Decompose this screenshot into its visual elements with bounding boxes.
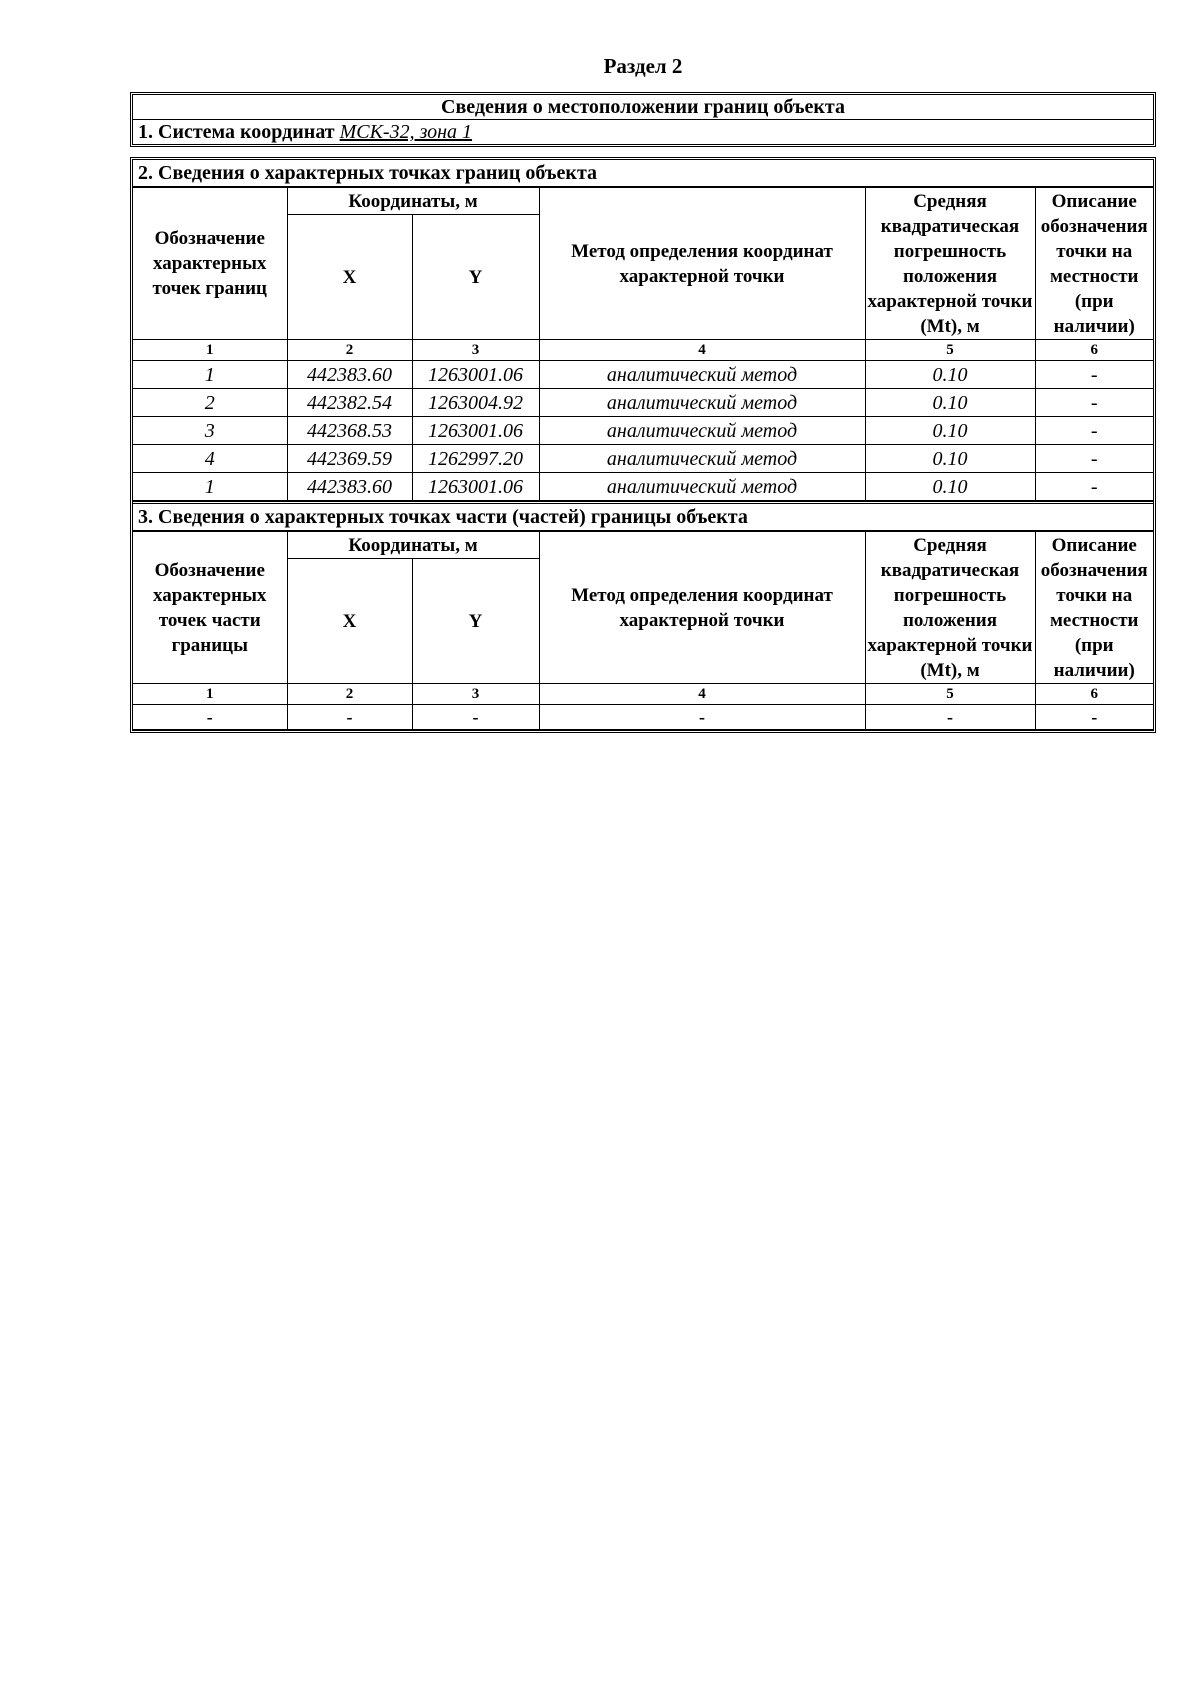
cell-point-id: 1 xyxy=(133,361,287,389)
s2-colnum: 1 xyxy=(133,340,287,361)
s3-colnum: 3 xyxy=(412,684,539,705)
cell-description: - xyxy=(1035,361,1153,389)
s3-colnum: 2 xyxy=(287,684,412,705)
cell-y: - xyxy=(412,705,539,730)
points-frame xyxy=(130,157,1156,733)
cell-y: 1263001.06 xyxy=(412,361,539,389)
cell-method: аналитический метод xyxy=(539,445,865,473)
cell-description: - xyxy=(1035,445,1153,473)
s3-header-y: Y xyxy=(412,559,539,684)
s2-column-numbers xyxy=(133,340,1153,361)
table-row xyxy=(133,705,1153,730)
cell-x: 442383.60 xyxy=(287,473,412,501)
section3-title: 3. Сведения о характерных точках части (частей) границы объекта xyxy=(133,501,1153,531)
cell-x: 442368.53 xyxy=(287,417,412,445)
s2-header-description: Описание обозначения точки на местности (при наличии) xyxy=(1035,188,1153,340)
cell-x: 442382.54 xyxy=(287,389,412,417)
s2-colnum: 3 xyxy=(412,340,539,361)
s2-colnum: 6 xyxy=(1035,340,1153,361)
cell-method: аналитический метод xyxy=(539,417,865,445)
cell-point-id: 1 xyxy=(133,473,287,501)
page-heading: Раздел 2 xyxy=(603,54,683,78)
s3-header-description: Описание обозначения точки на местности (при наличии) xyxy=(1035,532,1153,684)
cell-y: 1263001.06 xyxy=(412,417,539,445)
s3-colnum: 4 xyxy=(539,684,865,705)
s3-colnum: 5 xyxy=(865,684,1035,705)
section3-table xyxy=(133,531,1153,730)
cell-error: - xyxy=(865,705,1035,730)
s2-header-designation: Обозначение характерных точек границ xyxy=(133,188,287,340)
cell-error: 0.10 xyxy=(865,361,1035,389)
s2-colnum: 5 xyxy=(865,340,1035,361)
coord-system-value: МСК-32, зона 1 xyxy=(339,121,473,143)
coord-system-label: 1. Система координат xyxy=(138,121,335,143)
cell-point-id: 3 xyxy=(133,417,287,445)
cell-x: - xyxy=(287,705,412,730)
s3-column-numbers xyxy=(133,684,1153,705)
table-row xyxy=(133,389,1153,417)
cell-y: 1263004.92 xyxy=(412,389,539,417)
cell-description: - xyxy=(1035,417,1153,445)
s2-header-method: Метод определения координат характерной точки xyxy=(539,188,865,340)
section2-table xyxy=(133,187,1153,501)
table-row xyxy=(133,361,1153,389)
header-frame xyxy=(130,92,1156,147)
cell-point-id: - xyxy=(133,705,287,730)
section2-title: 2. Сведения о характерных точках границ объекта xyxy=(133,160,1153,187)
cell-description: - xyxy=(1035,705,1153,730)
cell-error: 0.10 xyxy=(865,389,1035,417)
coord-system xyxy=(133,120,1153,144)
table-row xyxy=(133,417,1153,445)
cell-method: аналитический метод xyxy=(539,389,865,417)
cell-method: аналитический метод xyxy=(539,361,865,389)
cell-point-id: 4 xyxy=(133,445,287,473)
cell-description: - xyxy=(1035,473,1153,501)
s2-colnum: 4 xyxy=(539,340,865,361)
s3-colnum: 6 xyxy=(1035,684,1153,705)
cell-point-id: 2 xyxy=(133,389,287,417)
cell-x: 442383.60 xyxy=(287,361,412,389)
cell-y: 1262997.20 xyxy=(412,445,539,473)
s2-header-coords: Координаты, м xyxy=(287,188,539,215)
s3-colnum: 1 xyxy=(133,684,287,705)
cell-x: 442369.59 xyxy=(287,445,412,473)
cell-description: - xyxy=(1035,389,1153,417)
cell-error: 0.10 xyxy=(865,445,1035,473)
cell-y: 1263001.06 xyxy=(412,473,539,501)
s3-header-x: X xyxy=(287,559,412,684)
table-row xyxy=(133,445,1153,473)
s2-colnum: 2 xyxy=(287,340,412,361)
s3-header-error: Средняя квадратическая погрешность положения характерной точки (Mt), м xyxy=(865,532,1035,684)
cell-method: - xyxy=(539,705,865,730)
s2-header-x: X xyxy=(287,215,412,340)
s2-header-y: Y xyxy=(412,215,539,340)
cell-error: 0.10 xyxy=(865,473,1035,501)
cell-method: аналитический метод xyxy=(539,473,865,501)
table-row xyxy=(133,473,1153,501)
main-title: Сведения о местоположении границ объекта xyxy=(133,95,1153,120)
cell-error: 0.10 xyxy=(865,417,1035,445)
s2-header-error: Средняя квадратическая погрешность положения характерной точки (Mt), м xyxy=(865,188,1035,340)
s3-header-coords: Координаты, м xyxy=(287,532,539,559)
s3-header-method: Метод определения координат характерной точки xyxy=(539,532,865,684)
s3-header-designation: Обозначение характерных точек части границы xyxy=(133,532,287,684)
